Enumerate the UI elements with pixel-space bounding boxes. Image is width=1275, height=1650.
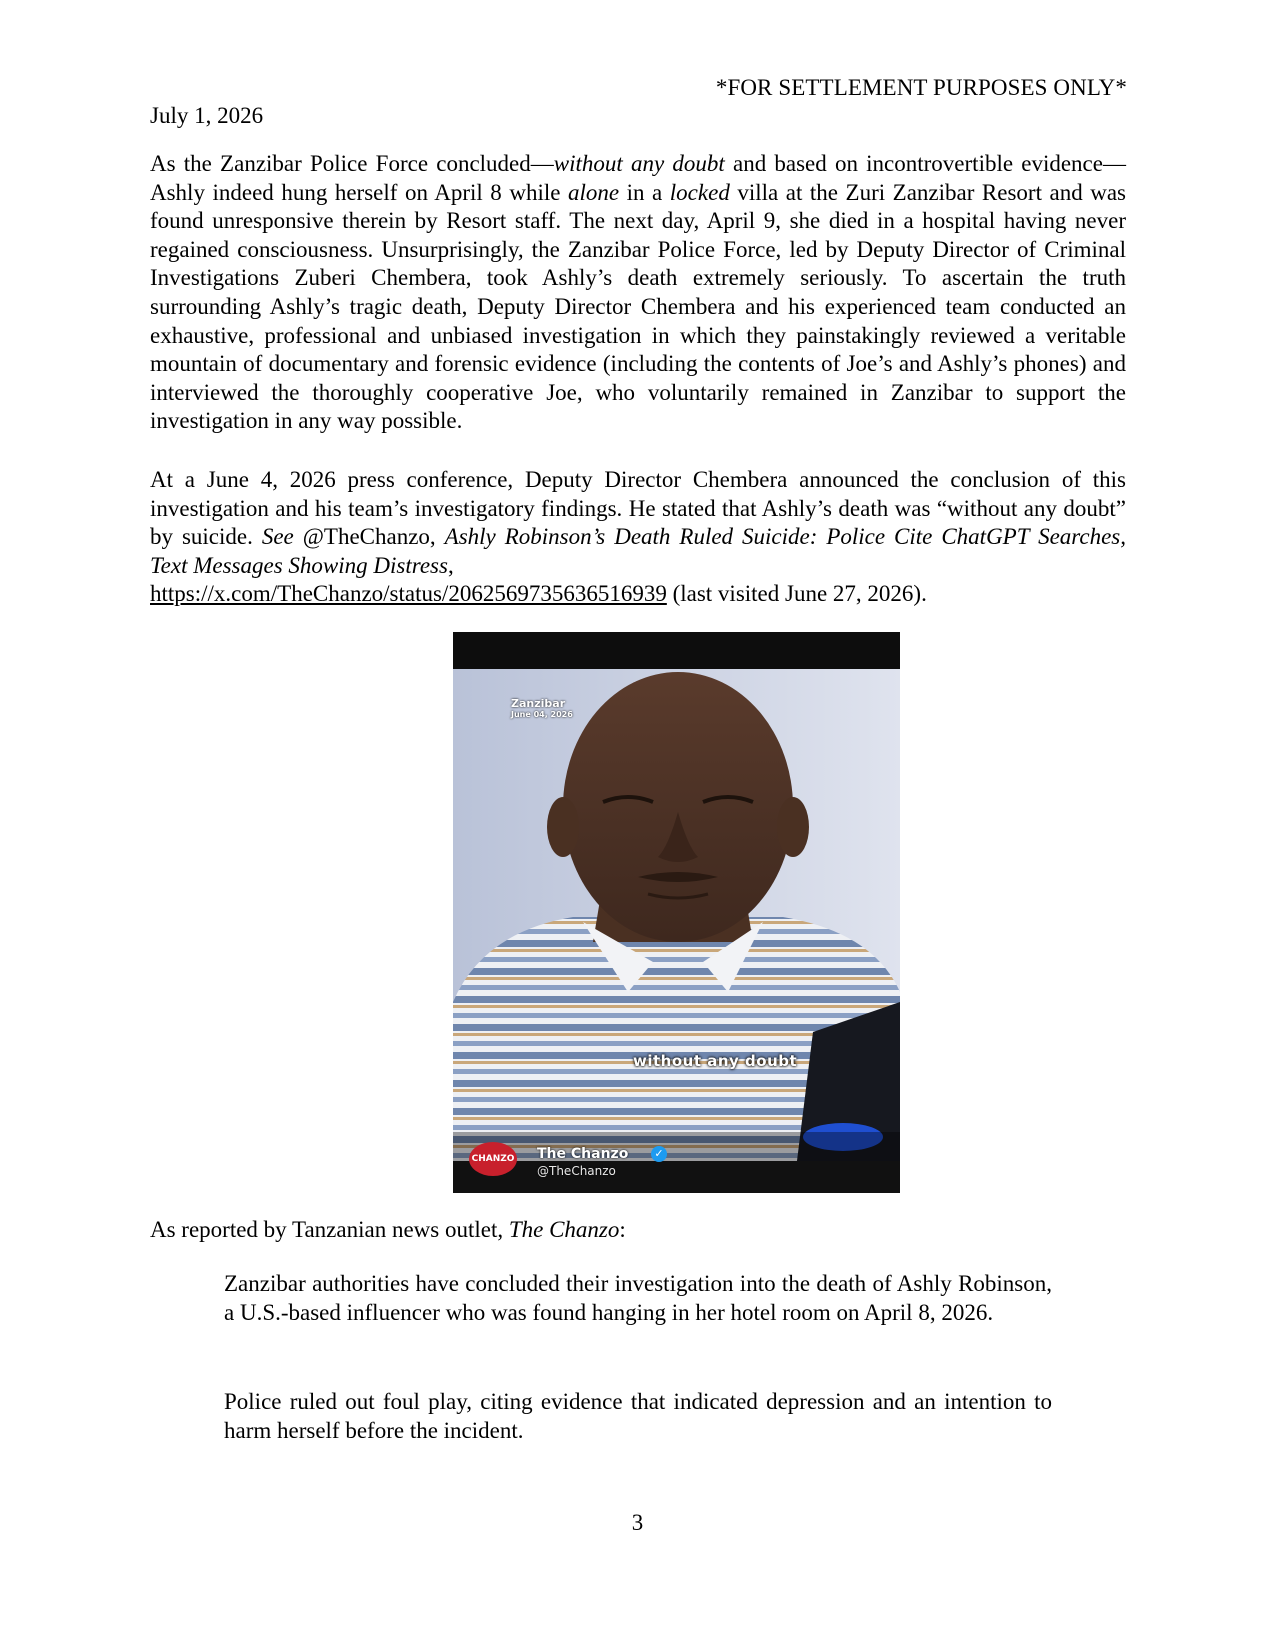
block-quote-2: Police ruled out foul play, citing evidence that indicated depression and an intention to harm herself before the incident. bbox=[224, 1389, 1052, 1443]
chanzo-logo: CHANZO bbox=[469, 1142, 517, 1176]
emphasis: locked bbox=[669, 179, 730, 205]
text-run: , bbox=[447, 552, 454, 578]
letter-date: July 1, 2026 bbox=[150, 103, 264, 128]
citation-link[interactable]: https://x.com/TheChanzo/status/2062569735636516939 bbox=[150, 581, 667, 607]
block-quote-1: Zanzibar authorities have concluded their investigation into the death of Ashly Robinson, a U.S.-based influencer who was found hanging in her hotel room on April 8, 2026. bbox=[224, 1271, 1052, 1325]
text-run: (last visited June 27, 2026). bbox=[666, 581, 927, 607]
text-run: villa at the Zuri Zanzibar Resort and was found unresponsive therein by Resort staff. The next day, April 9, she died in a hospital having never regained consciousness. Unsurprisingly, the Zanzibar Police Force, led by Deputy Director of Criminal Investigations Zuberi Chembera, took Ashly’s death extremely seriously. To ascertain the truth surrounding Ashly’s tragic death, Deputy Director Chembera and his experienced team conducted an exhaustive, professional and unbiased investigation in which they painstakingly reviewed a veritable mountain of documentary and forensic evidence (including the contents of Joe’s and Ashly’s phones) and interviewed the thoroughly cooperative Joe, who voluntarily remained in Zanzibar to support the investigation in any way possible. bbox=[150, 179, 1126, 434]
paragraph-investigation bbox=[150, 150, 1126, 436]
paragraph-press-conference bbox=[150, 466, 1126, 609]
text-run: in a bbox=[619, 179, 670, 205]
citation-signal: See bbox=[261, 524, 294, 550]
outlet-name: The Chanzo bbox=[508, 1217, 620, 1242]
video-top-bar bbox=[453, 632, 900, 669]
video-location-label: Zanzibar bbox=[511, 697, 566, 710]
video-screenshot bbox=[453, 632, 900, 1193]
text-run: and based on incontrovertible evidence—Ashly indeed hung herself on April 8 while bbox=[150, 151, 1126, 205]
verified-badge-icon: ✓ bbox=[651, 1146, 667, 1162]
text-run: : bbox=[619, 1217, 626, 1242]
video-date-label: June 04, 2026 bbox=[511, 710, 573, 719]
video-caption: without any doubt bbox=[633, 1052, 798, 1070]
video-bottom-bar bbox=[453, 1161, 900, 1193]
emphasis: without any doubt bbox=[553, 151, 725, 176]
text-run: As reported by Tanzanian news outlet, bbox=[150, 1217, 509, 1242]
settlement-header: *FOR SETTLEMENT PURPOSES ONLY* bbox=[715, 75, 1127, 100]
emphasis: alone bbox=[567, 179, 620, 205]
text-run: As the Zanzibar Police Force concluded— bbox=[150, 151, 554, 176]
channel-name: The Chanzo bbox=[537, 1146, 629, 1162]
cited-title: Ashly Robinson’s Death Ruled Suicide: Police Cite ChatGPT Searches, Text Messages Showing Distress bbox=[150, 524, 1126, 578]
page-number: 3 bbox=[631, 1510, 644, 1535]
channel-handle: @TheChanzo bbox=[537, 1164, 616, 1178]
text-run: @TheChanzo, bbox=[293, 524, 445, 550]
quote-intro bbox=[150, 1216, 626, 1244]
text-run: At a June 4, 2026 press conference, Deputy Director Chembera announced the conclusion of this investigation and his team’s investigatory findings. He stated that Ashly’s death was “without any doubt” by suicide. bbox=[150, 467, 1126, 550]
